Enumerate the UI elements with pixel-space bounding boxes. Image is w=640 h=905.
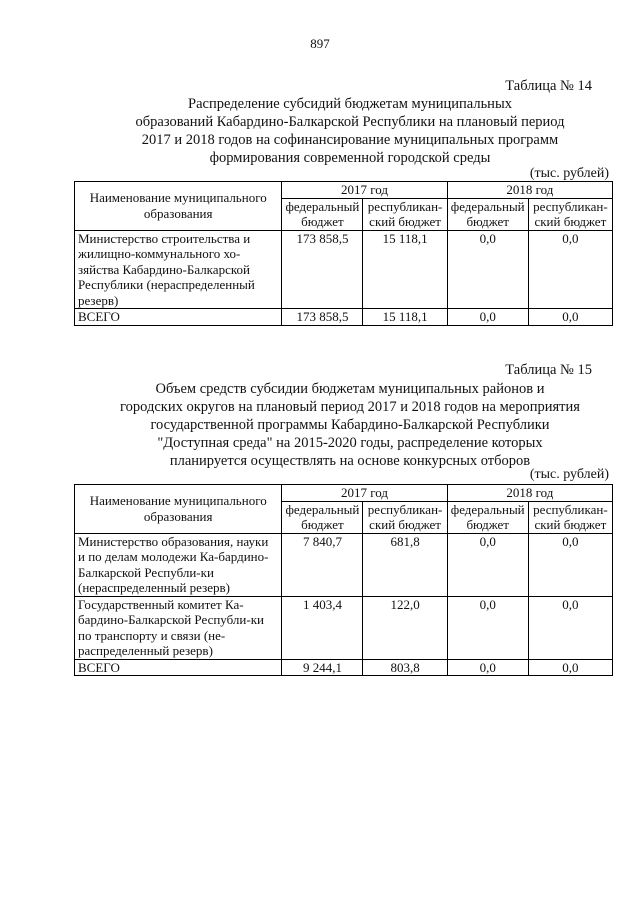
cell-value: 0,0 <box>528 230 612 309</box>
title-line: Объем средств субсидии бюджетам муниципальных районов и <box>155 381 545 397</box>
header-republican: республикан-ский бюджет <box>363 198 447 230</box>
table-15-units: (тыс. рублей) <box>529 467 609 482</box>
cell-value: 0,0 <box>528 659 612 676</box>
cell-value: 15 118,1 <box>363 309 447 326</box>
cell-value: 0,0 <box>528 596 612 659</box>
cell-value: 0,0 <box>447 533 528 596</box>
title-line: планируется осуществлять на основе конкурсных отборов <box>169 453 531 469</box>
table-total-row <box>75 659 613 676</box>
cell-value: 0,0 <box>528 309 612 326</box>
title-line: образований Кабардино-Балкарской Республики на плановый период <box>135 114 565 130</box>
table-14 <box>74 181 613 326</box>
table-row <box>75 230 613 309</box>
cell-value: 7 840,7 <box>282 533 363 596</box>
row-name: Министерство образования, науки и по делам молодежи Ка-бардино-Балкарской Республи-ки (нераспределенный резерв) <box>75 533 282 596</box>
cell-value: 0,0 <box>447 230 528 309</box>
table-15-label: Таблица № 15 <box>505 362 592 378</box>
header-name: Наименование муниципального образования <box>75 485 282 534</box>
title-line: городских округов на плановый период 2017 и 2018 годов на мероприятия <box>120 399 580 415</box>
header-federal: федеральный бюджет <box>447 198 528 230</box>
title-line: формирования современной городской среды <box>209 150 491 166</box>
header-federal: федеральный бюджет <box>282 501 363 533</box>
table-14-title <box>70 95 630 167</box>
header-federal: федеральный бюджет <box>282 198 363 230</box>
cell-value: 173 858,5 <box>282 309 363 326</box>
cell-value: 0,0 <box>447 659 528 676</box>
table-total-row <box>75 309 613 326</box>
row-name: Министерство строительства и жилищно-коммунального хо-зяйства Кабардино-Балкарской Республики (нераспределенный резерв) <box>75 230 282 309</box>
total-label: ВСЕГО <box>75 309 282 326</box>
title-line: 2017 и 2018 годов на софинансирование муниципальных программ <box>141 132 559 148</box>
header-year-2017: 2017 год <box>282 485 447 502</box>
title-line: "Доступная среда" на 2015-2020 годы, распределение которых <box>157 435 543 451</box>
table-row <box>75 533 613 596</box>
cell-value: 0,0 <box>447 309 528 326</box>
header-year-2018: 2018 год <box>447 182 612 199</box>
table-15-title <box>70 380 630 470</box>
page-number: 897 <box>310 36 330 51</box>
header-federal: федеральный бюджет <box>447 501 528 533</box>
header-year-2017: 2017 год <box>282 182 447 199</box>
total-label: ВСЕГО <box>75 659 282 676</box>
row-name: Государственный комитет Ка-бардино-Балкарской Республи-ки по транспорту и связи (не-распределенный резерв) <box>75 596 282 659</box>
title-line: государственной программы Кабардино-Балкарской Республики <box>150 417 550 433</box>
header-republican: республикан-ский бюджет <box>528 501 612 533</box>
table-14-units: (тыс. рублей) <box>529 166 609 181</box>
title-line: Распределение субсидий бюджетам муниципальных <box>188 96 512 112</box>
header-name: Наименование муниципального образования <box>75 182 282 231</box>
cell-value: 681,8 <box>363 533 447 596</box>
cell-value: 122,0 <box>363 596 447 659</box>
cell-value: 1 403,4 <box>282 596 363 659</box>
table-row <box>75 596 613 659</box>
cell-value: 0,0 <box>528 533 612 596</box>
table-15 <box>74 484 613 676</box>
cell-value: 0,0 <box>447 596 528 659</box>
header-republican: республикан-ский бюджет <box>528 198 612 230</box>
cell-value: 9 244,1 <box>282 659 363 676</box>
cell-value: 803,8 <box>363 659 447 676</box>
header-year-2018: 2018 год <box>447 485 612 502</box>
table-14-label: Таблица № 14 <box>505 78 592 94</box>
cell-value: 173 858,5 <box>282 230 363 309</box>
header-republican: республикан-ский бюджет <box>363 501 447 533</box>
cell-value: 15 118,1 <box>363 230 447 309</box>
